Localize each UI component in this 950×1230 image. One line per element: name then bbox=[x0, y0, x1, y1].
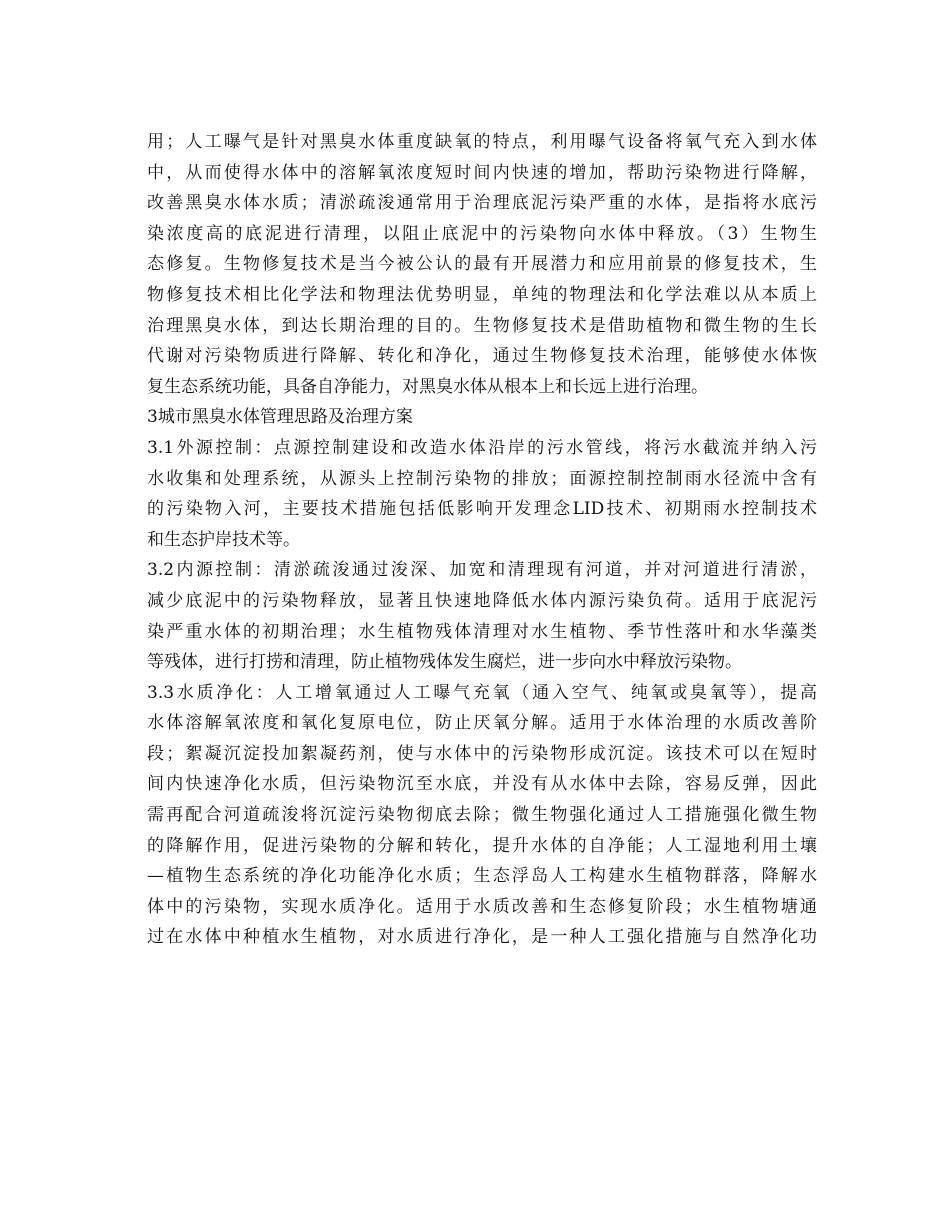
text-line: 染浓度高的底泥进行清理，以阻止底泥中的污染物向水体中释放。（3）生物生 bbox=[147, 223, 817, 244]
text-line: 中，从而使得水体中的溶解氧浓度短时间内快速的增加，帮助污染物进行降解， bbox=[147, 162, 817, 183]
text-line: 3.2内源控制：清淤疏浚通过浚深、加宽和清理现有河道，并对河道进行清淤， bbox=[147, 560, 817, 581]
text-line: 等残体，进行打捞和清理，防止植物残体发生腐烂，进一步向水中释放污染物。 bbox=[147, 652, 742, 673]
text-line: 段；絮凝沉淀投加絮凝药剂，使与水体中的污染物形成沉淀。该技术可以在短时 bbox=[147, 743, 817, 764]
text-line: 水收集和处理系统，从源头上控制污染物的排放；面源控制控制雨水径流中含有 bbox=[147, 468, 817, 489]
text-line: 复生态系统功能，具备自净能力，对黑臭水体从根本上和长远上进行治理。 bbox=[147, 376, 708, 397]
document-body bbox=[147, 127, 817, 953]
text-line: 态修复。生物修复技术是当今被公认的最有开展潜力和应用前景的修复技术，生 bbox=[147, 254, 817, 275]
text-line: —植物生态系统的净化功能净化水质；生态浮岛人工构建水生植物群落，降解水 bbox=[147, 866, 817, 887]
text-line: 需再配合河道疏浚将沉淀污染物彻底去除；微生物强化通过人工措施强化微生物 bbox=[147, 805, 817, 826]
section-heading: 3城市黑臭水体管理思路及治理方案 bbox=[147, 407, 413, 428]
text-line: 间内快速净化水质，但污染物沉至水底，并没有从水体中去除，容易反弹，因此 bbox=[147, 774, 817, 795]
text-line: 的降解作用，促进污染物的分解和转化，提升水体的自净能；人工湿地利用土壤 bbox=[147, 835, 817, 856]
text-line: 物修复技术相比化学法和物理法优势明显，单纯的物理法和化学法难以从本质上 bbox=[147, 284, 817, 305]
text-line: 的污染物入河，主要技术措施包括低影响开发理念LID技术、初期雨水控制技术 bbox=[147, 499, 817, 520]
text-line: 染严重水体的初期治理；水生植物残体清理对水生植物、季节性落叶和水华藻类 bbox=[147, 621, 817, 642]
text-line: 代谢对污染物质进行降解、转化和净化，通过生物修复技术治理，能够使水体恢 bbox=[147, 346, 817, 367]
text-line: 过在水体中种植水生植物，对水质进行净化，是一种人工强化措施与自然净化功 bbox=[147, 927, 817, 948]
text-line: 改善黑臭水体水质；清淤疏浚通常用于治理底泥污染严重的水体，是指将水底污 bbox=[147, 193, 817, 214]
text-line: 3.3水质净化：人工增氧通过人工曝气充氧（通入空气、纯氧或臭氧等），提高 bbox=[147, 682, 817, 703]
text-line: 水体溶解氧浓度和氧化复原电位，防止厌氧分解。适用于水体治理的水质改善阶 bbox=[147, 713, 817, 734]
text-line: 治理黑臭水体，到达长期治理的目的。生物修复技术是借助植物和微生物的生长 bbox=[147, 315, 817, 336]
text-line: 3.1外源控制：点源控制建设和改造水体沿岸的污水管线，将污水截流并纳入污 bbox=[147, 437, 817, 458]
text-line: 体中的污染物，实现水质净化。适用于水质改善和生态修复阶段；水生植物塘通 bbox=[147, 896, 817, 917]
text-line: 减少底泥中的污染物释放，显著且快速地降低水体内源污染负荷。适用于底泥污 bbox=[147, 590, 817, 611]
text-line: 用；人工曝气是针对黑臭水体重度缺氧的特点，利用曝气设备将氧气充入到水体 bbox=[147, 132, 817, 152]
text-line: 和生态护岸技术等。 bbox=[147, 529, 300, 550]
